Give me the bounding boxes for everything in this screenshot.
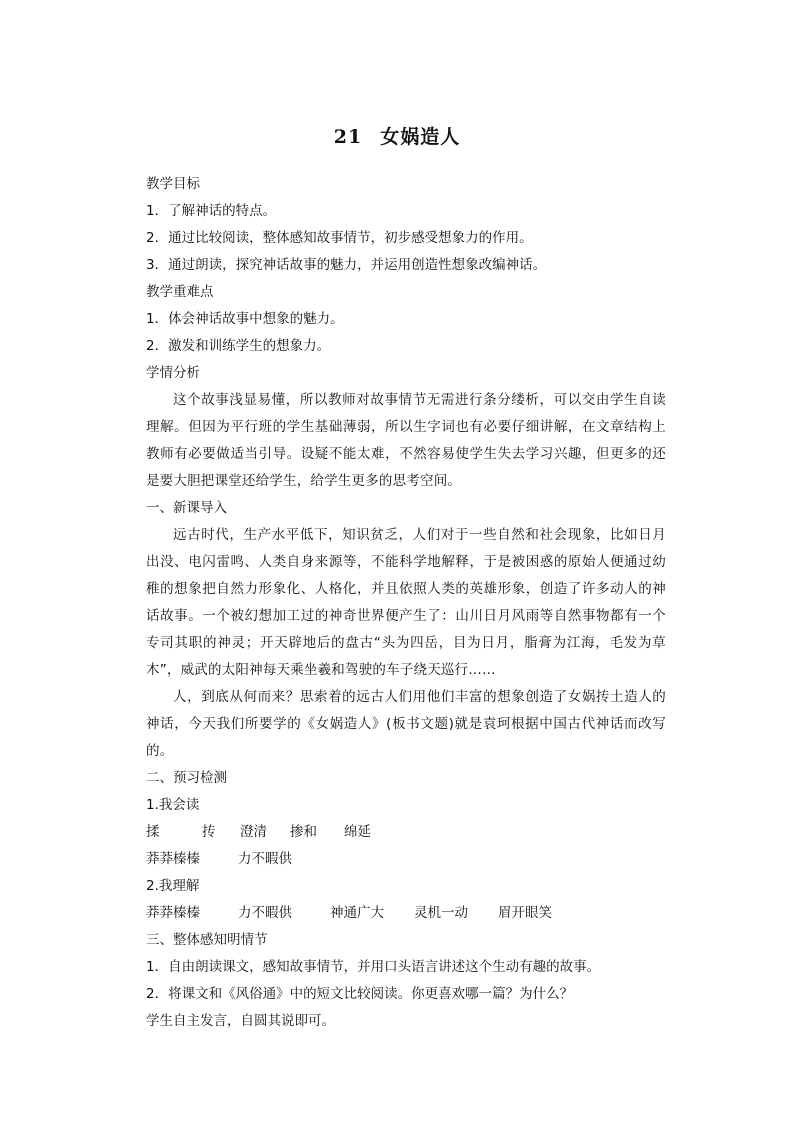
read-word: 揉 xyxy=(146,824,160,840)
read-label: 1.我会读 xyxy=(146,797,200,813)
key-item-2: 2．激发和训练学生的想象力。 xyxy=(146,338,331,354)
read-word: 绵延 xyxy=(344,824,371,840)
lesson-number: 21 xyxy=(333,126,363,148)
understand-word: 眉开眼笑 xyxy=(498,905,552,921)
document-body xyxy=(146,171,666,1035)
read-word: 莽莽榛榛 xyxy=(146,851,200,867)
read-word: 澄清 xyxy=(240,824,267,840)
page-title xyxy=(0,122,794,149)
understand-word: 力不暇供 xyxy=(238,905,292,921)
overall-item-2: 2．将课文和《风俗通》中的短文比较阅读。你更喜欢哪一篇？为什么？ xyxy=(146,986,574,1002)
intro-heading: 一、新课导入 xyxy=(146,500,227,516)
preview-heading: 二、预习检测 xyxy=(146,770,227,786)
read-word: 力不暇供 xyxy=(238,851,292,867)
intro-paragraph-2: 人，到底从何而来？思索着的远古人们用他们丰富的想象创造了女娲抟土造人的神话，今天我们所要学的《女娲造人》(板书文题)就是袁珂根据中国古代神话而改写的。 xyxy=(146,689,666,759)
overall-item-3: 学生自主发言，自圆其说即可。 xyxy=(146,1013,335,1029)
understand-label: 2.我理解 xyxy=(146,878,200,894)
understand-word-row xyxy=(146,900,666,927)
intro-paragraph-1: 远古时代，生产水平低下，知识贫乏，人们对于一些自然和社会现象，比如日月出没、电闪雷鸣、人类自身来源等，不能科学地解释，于是被困惑的原始人便通过幼稚的想象把自然力形象化、人格化，并且依照人类的英雄形象，创造了许多动人的神话故事。一个被幻想加工过的神奇世界便产生了：山川日月风雨等自然事物都有一个专司其职的神灵；开天辟地后的盘古“头为四岳，目为日月，脂膏为江海，毛发为草木”，威武的太阳神每天乘坐羲和驾驶的车子绕天巡行…… xyxy=(146,527,666,678)
goal-item-2: 2．通过比较阅读，整体感知故事情节，初步感受想象力的作用。 xyxy=(146,230,533,246)
read-word: 抟 xyxy=(202,824,216,840)
understand-word: 灵机一动 xyxy=(414,905,468,921)
overall-item-1: 1．自由朗读课文，感知故事情节，并用口头语言讲述这个生动有趣的故事。 xyxy=(146,959,601,975)
analysis-paragraph: 这个故事浅显易懂，所以教师对故事情节无需进行条分缕析，可以交由学生自读理解。但因为平行班的学生基础薄弱，所以生字词也有必要仔细讲解，在文章结构上教师有必要做适当引导。设疑不能太难，不然容易使学生失去学习兴趣，但更多的还是要大胆把课堂还给学生，给学生更多的思考空间。 xyxy=(146,392,666,489)
lesson-title: 女娲造人 xyxy=(380,126,461,148)
goals-heading: 教学目标 xyxy=(146,176,200,192)
goal-item-1: 1．了解神话的特点。 xyxy=(146,203,277,219)
key-heading: 教学重难点 xyxy=(146,284,214,300)
analysis-heading: 学情分析 xyxy=(146,365,200,381)
goal-item-3: 3．通过朗读，探究神话故事的魅力，并运用创造性想象改编神话。 xyxy=(146,257,547,273)
read-word-row-1 xyxy=(146,819,666,846)
read-word-row-2 xyxy=(146,846,666,873)
key-item-1: 1．体会神话故事中想象的魅力。 xyxy=(146,311,344,327)
read-word: 掺和 xyxy=(290,824,317,840)
understand-word: 神通广大 xyxy=(330,905,384,921)
overall-heading: 三、整体感知明情节 xyxy=(146,932,268,948)
understand-word: 莽莽榛榛 xyxy=(146,905,200,921)
